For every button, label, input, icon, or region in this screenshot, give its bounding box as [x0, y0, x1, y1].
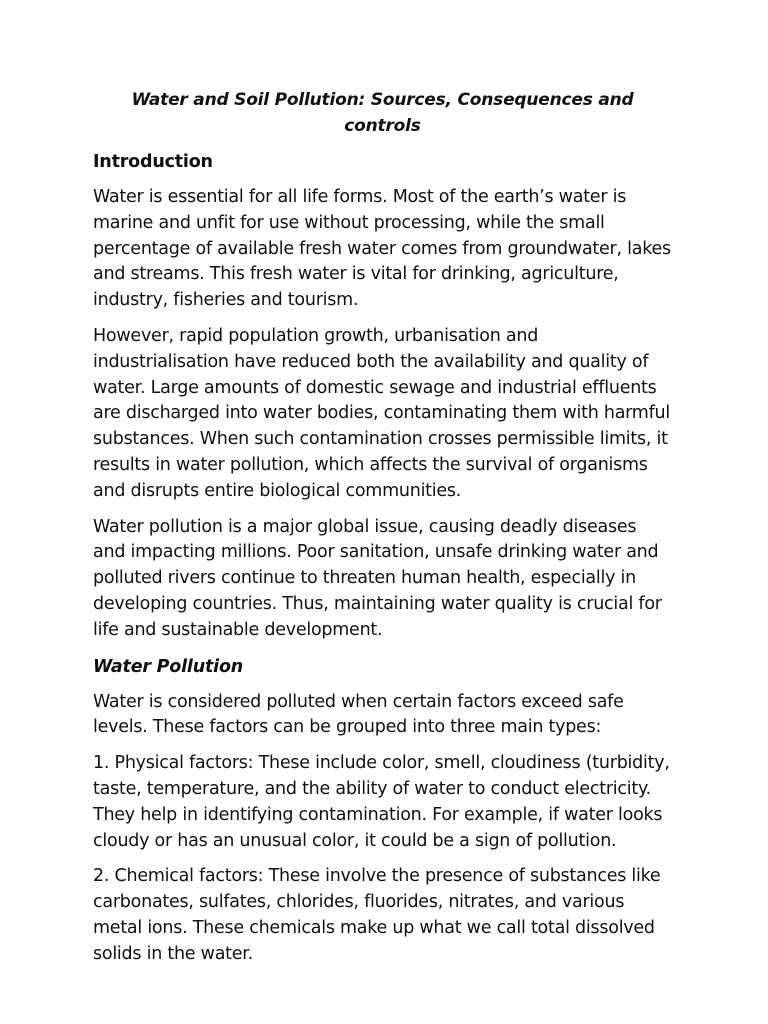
paragraph: Water pollution is a major global issue, causing deadly diseases and impacting millions. Poor sanitation, unsafe drinking water and polluted rivers continue to threaten human health, especially in developing countries. Thus, maintaining water quality is crucial for life and sustainable development. — [93, 516, 662, 640]
section-heading-water-pollution: Water Pollution — [93, 656, 244, 677]
paragraph: Water is essential for all life forms. Most of the earth’s water is marine and unfit for use without processing, while the small percentage of available fresh water comes from groundwater, lakes and streams. This fresh water is vital for drinking, agriculture, industry, fisheries and tourism. — [93, 187, 671, 311]
paragraph: Water is considered polluted when certain factors exceed safe levels. These factors can be grouped into three main types: — [93, 691, 624, 738]
list-item-physical-factors: 1. Physical factors: These include color, smell, cloudiness (turbidity, taste, temperature, and the ability of water to conduct electricity. They help in identifying contamination. For example, if water looks cloudy or has an unusual color, it could be a sign of pollution. — [93, 753, 670, 851]
paragraph: However, rapid population growth, urbanisation and industrialisation have reduced both the availability and quality of water. Large amounts of domestic sewage and industrial effluents are discharged into water bodies, contaminating them with harmful substances. When such contamination crosses permissible limits, it results in water pollution, which affects the survival of organisms and disrupts entire biological communities. — [93, 325, 670, 501]
list-item-chemical-factors: 2. Chemical factors: These involve the presence of substances like carbonates, sulfates, chlorides, fluorides, nitrates, and various metal ions. These chemicals make up what we call total dissolved solids in the water. — [93, 866, 661, 964]
document-title: Water and Soil Pollution: Sources, Consequences and controls — [131, 90, 634, 136]
section-heading-introduction: Introduction — [93, 152, 213, 172]
